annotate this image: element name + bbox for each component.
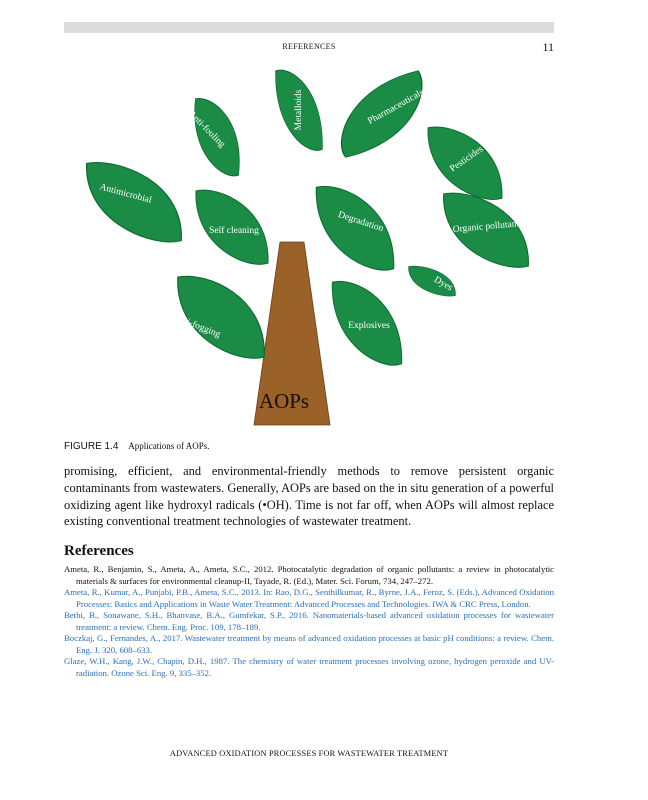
leaf-anti-fogging <box>178 276 265 358</box>
leaf-label-explosives: Explosives <box>348 321 390 331</box>
leaf-label-metalloids: Metalloids <box>294 89 304 131</box>
figure-aops-tree <box>64 62 554 437</box>
reference-item[interactable]: Glaze, W.H., Kang, J.W., Chapin, D.H., 1987. The chemistry of water treatment processes involving ozone, hydrogen peroxide and UV-radiation. Ozone Sci. Eng. 9, 335–352. <box>64 656 554 678</box>
leaf-label-self-cleaning: Self cleaning <box>209 226 259 236</box>
leaf-label-antimicrobial: Antimicrobial <box>98 182 153 206</box>
figure-caption-text: Applications of AOPs. <box>128 441 210 451</box>
page-number: 11 <box>542 40 554 54</box>
figure-caption <box>64 441 210 452</box>
leaf-label-pharmaceuticals: Pharmaceuticals <box>366 87 426 127</box>
tree-diagram <box>64 62 554 437</box>
references-heading: References <box>64 543 134 559</box>
reference-item[interactable]: Boczkaj, G., Fernandes, A., 2017. Wastewater treatment by means of advanced oxidation processes at basic pH conditions: a review. Chem. Eng. J. 320, 608–633. <box>64 633 554 655</box>
leaf-label-anti-fogging: Anti-fogging <box>171 312 222 341</box>
leaf-label-dyes: Dyes <box>432 275 454 294</box>
header-bar <box>64 22 554 33</box>
leaf-label-pesticides: Pesticides <box>448 144 486 175</box>
leaf-label-anti-fouling: Anti-fouling <box>186 109 227 150</box>
body-paragraph: promising, efficient, and environmental-friendly methods to remove persistent organic contaminants from wastewaters. Generally, AOPs are based on the in situ generation of a powerful oxidizing agent like hydroxyl radicals (•OH). Time is not far off, when AOPs will almost replace existing conventional treatment technologies of wastewater treatment. <box>64 464 554 529</box>
references-list <box>64 564 554 679</box>
leaf-antimicrobial <box>87 163 182 242</box>
leaf-label-organic-pollutants: Organic pollutants <box>452 218 524 236</box>
running-title: REFERENCES <box>282 42 336 51</box>
leaf-label-degradation: Degradation <box>336 210 385 235</box>
reference-item[interactable]: Ameta, R., Kumar, A., Punjabi, P.B., Ameta, S.C., 2013. In: Rao, D.G., Senthilkumar, R., Byrne, J.A., Feroz, S. (Eds.), Advanced Oxidation Processes: Basics and Applications in Waste Water Treatment: Advanced Processes and Technologies. IWA & CRC Press, London. <box>64 587 554 609</box>
running-head <box>64 40 554 56</box>
reference-item: Ameta, R., Benjamin, S., Ameta, A., Ameta, S.C., 2012. Photocatalytic degradation of organic pollutants: a review in photocatalytic materials & surfaces for environmental cleanup-II, Tayade, R. (Ed.), Mater. Sci. Forum, 734, 247–272. <box>64 564 554 586</box>
reference-item[interactable]: Bethi, B., Sonawane, S.H., Bhanvase, B.A., Gumfekar, S.P., 2016. Nanomaterials-based advanced oxidation processes for wastewater treatment: a review. Chem. Eng. Proc. 109, 178–189. <box>64 610 554 632</box>
trunk-label-aops: AOPs <box>258 389 310 413</box>
figure-caption-label: FIGURE 1.4 <box>64 441 119 452</box>
page-footer: ADVANCED OXIDATION PROCESSES FOR WASTEWATER TREATMENT <box>169 749 449 758</box>
